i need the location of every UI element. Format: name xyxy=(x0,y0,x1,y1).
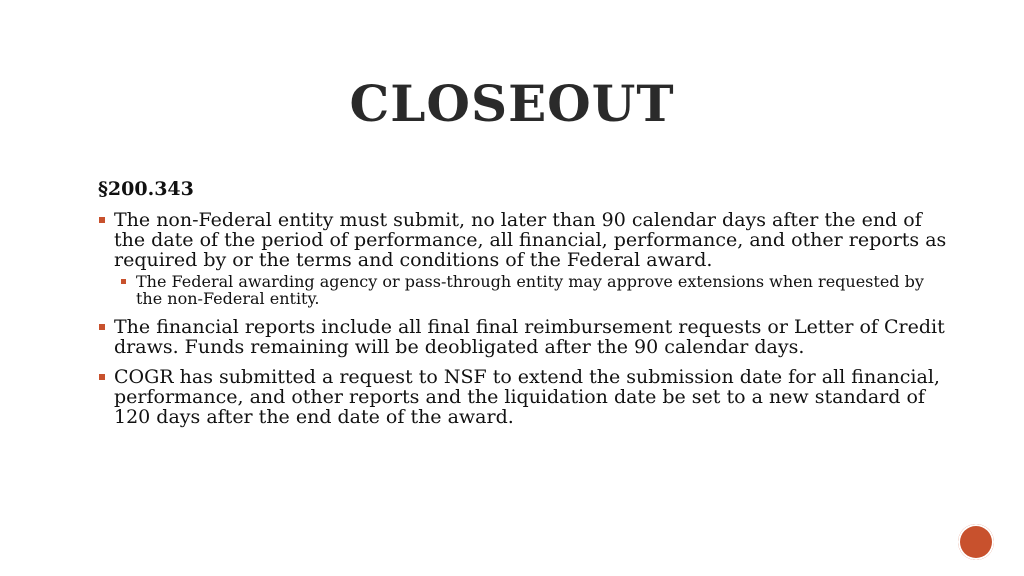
square-bullet-icon xyxy=(99,374,105,380)
square-bullet-icon xyxy=(99,324,105,330)
sub-bullet-item xyxy=(114,273,948,307)
bullet-list xyxy=(98,210,948,427)
bullet-item xyxy=(98,317,948,357)
square-bullet-icon xyxy=(99,217,105,223)
bullet-item xyxy=(98,210,948,307)
bullet-text: The financial reports include all final final reimbursement requests or Letter of Credit draws. Funds remaining will be deobligated after the 90 calendar days. xyxy=(114,316,945,358)
square-bullet-icon xyxy=(121,279,126,284)
bullet-item xyxy=(98,367,948,427)
page-number-badge xyxy=(958,524,994,560)
bullet-text: The non-Federal entity must submit, no later than 90 calendar days after the end of the date of the period of performance, all financial, performance, and other reports as required by or the terms and conditions of the Federal award. xyxy=(114,209,947,271)
section-label: §200.343 xyxy=(98,178,194,200)
slide-title: CLOSEOUT xyxy=(349,74,675,133)
sub-bullet-text: The Federal awarding agency or pass-through entity may approve extensions when requested by the non-Federal entity. xyxy=(136,272,924,308)
sub-bullet-list xyxy=(114,273,948,307)
bullet-text: COGR has submitted a request to NSF to extend the submission date for all financial, performance, and other reports and the liquidation date be set to a new standard of 120 days after the end date of the award. xyxy=(114,366,940,428)
slide-content xyxy=(98,176,948,437)
